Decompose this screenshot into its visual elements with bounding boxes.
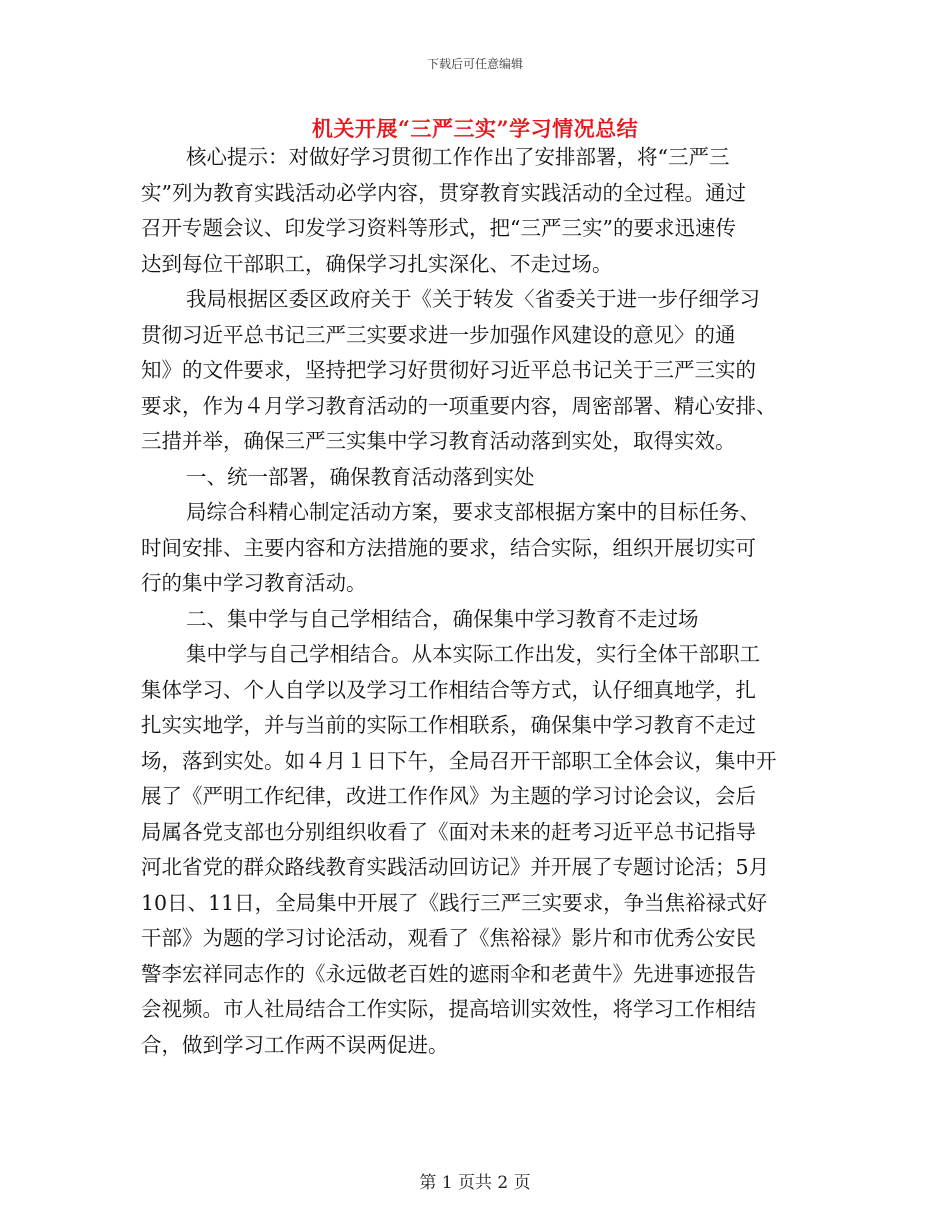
paragraph-line: 实”列为教育实践活动必学内容，贯穿教育实践活动的全过程。通过 <box>141 180 746 205</box>
section-heading: 二、集中学与自己学相结合，确保集中学习教育不走过场 <box>186 606 699 631</box>
paragraph-line: 行的集中学习教育活动。 <box>141 571 367 595</box>
paragraph-line: 扎实实地学，并与当前的实际工作相联系，确保集中学习教育不走过 <box>141 713 756 737</box>
paragraph-line: 会视频。市人社局结合工作实际，提高培训实效性，将学习工作相结 <box>141 997 756 1021</box>
paragraph-line: 警李宏祥同志作的《永远做老百姓的遮雨伞和老黄牛》先进事迹报告 <box>141 961 756 986</box>
paragraph-line: 集体学习、个人自学以及学习工作相结合等方式，认仔细真地学，扎 <box>141 677 756 702</box>
paragraph-line: 时间安排、主要内容和方法措施的要求，结合实际，组织开展切实可 <box>141 535 756 560</box>
paragraph-line: 我局根据区委区政府关于《关于转发〈省委关于进一步仔细学习 <box>186 287 760 311</box>
paragraph-line: 集中学与自己学相结合。从本实际工作出发，实行全体干部职工 <box>186 642 760 666</box>
paragraph-line: 干部》为题的学习讨论活动，观看了《焦裕禄》影片和市优秀公安民 <box>141 926 756 950</box>
paragraph-line: 贯彻习近平总书记三严三实要求进一步加强作风建设的意见〉的通 <box>141 322 736 347</box>
header-note: 下载后可任意编辑 <box>426 57 523 71</box>
paragraph-line: 局综合科精心制定活动方案，要求支部根据方案中的目标任务、 <box>186 500 760 524</box>
paragraph-line: 核心提示：对做好学习贯彻工作作出了安排部署，将“三严三 <box>186 145 730 169</box>
paragraph-line: 召开专题会议、印发学习资料等形式，把“三严三实”的要求迅速传 <box>141 216 736 240</box>
paragraph-line: 展了《严明工作纪律，改进工作作风》为主题的学习讨论会议，会后 <box>141 784 756 808</box>
paragraph-line: 知》的文件要求，坚持把学习好贯彻好习近平总书记关于三严三实的 <box>141 358 756 382</box>
paragraph-line: 局属各党支部也分别组织收看了《面对未来的赶考习近平总书记指导 <box>141 819 756 844</box>
document-title: 机关开展“三严三实”学习情况总结 <box>311 116 639 141</box>
paragraph-line: 达到每位干部职工，确保学习扎实深化、不走过场。 <box>141 251 613 276</box>
paragraph-line: 合，做到学习工作两不误两促进。 <box>141 1032 449 1057</box>
paragraph-line: 要求，作为４月学习教育活动的一项重要内容，周密部署、精心安排、 <box>141 393 777 418</box>
page-footer: 第 1 页共 2 页 <box>419 1173 531 1193</box>
paragraph-line: 10日、11日，全局集中开展了《践行三严三实要求，争当焦裕禄式好 <box>141 890 768 915</box>
paragraph-line: 场，落到实处。如４月１日下午，全局召开干部职工全体会议，集中开 <box>141 748 777 773</box>
paragraph-line: 三措并举，确保三严三实集中学习教育活动落到实处，取得实效。 <box>141 429 736 453</box>
document-body <box>141 140 811 1063</box>
section-heading: 一、统一部署，确保教育活动落到实处 <box>186 464 535 489</box>
paragraph-line: 河北省党的群众路线教育实践活动回访记》并开展了专题讨论活；5月 <box>141 855 770 879</box>
